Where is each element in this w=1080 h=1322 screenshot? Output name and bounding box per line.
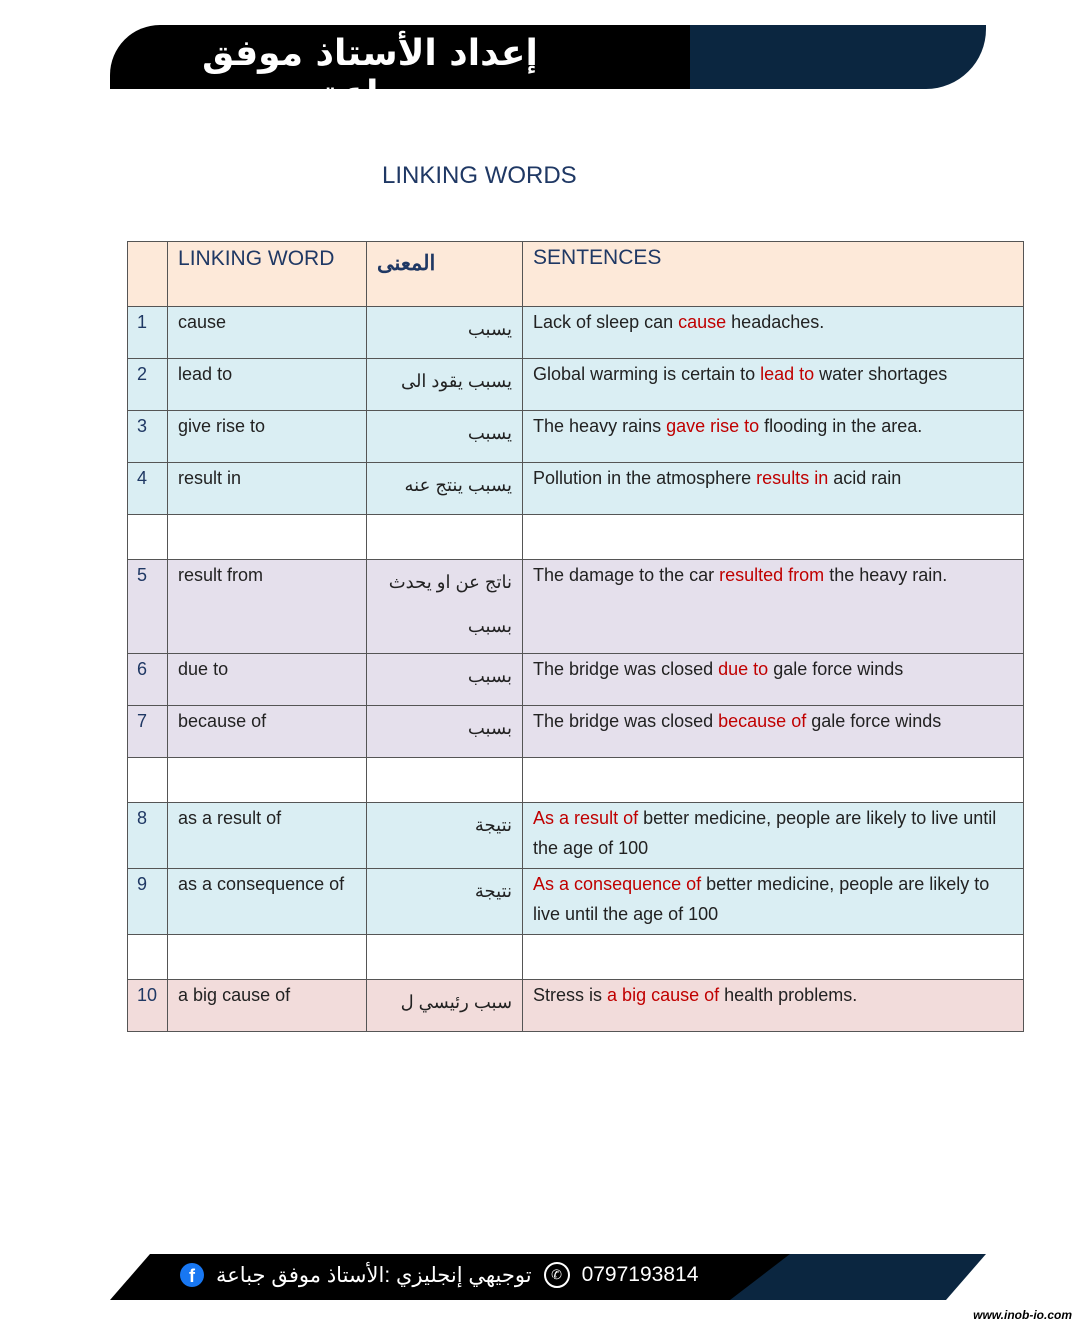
- arabic-meaning: ناتج عن او يحدث بسبب: [367, 560, 523, 654]
- sentence-before: Pollution in the atmosphere: [533, 468, 757, 488]
- sentence-after: headaches.: [726, 312, 825, 332]
- linking-word: lead to: [168, 359, 367, 411]
- sentence: [523, 803, 1024, 869]
- sentence-after: flooding in the area.: [759, 416, 923, 436]
- arabic-meaning: يسبب: [367, 307, 523, 359]
- table-row: [128, 560, 1024, 654]
- sentence-before: Global warming is certain to: [533, 364, 761, 384]
- header-meaning: المعنى: [367, 242, 523, 307]
- empty-cell: [128, 758, 168, 803]
- sentence-after: gale force winds: [768, 659, 904, 679]
- linking-word: result from: [168, 560, 367, 654]
- sentence-before: Lack of sleep can: [533, 312, 679, 332]
- sentence-after: the heavy rain.: [824, 565, 948, 585]
- arabic-meaning: يسبب يقود الى: [367, 359, 523, 411]
- row-number: 8: [128, 803, 168, 869]
- table-row: [128, 803, 1024, 869]
- empty-cell: [523, 515, 1024, 560]
- table-row: [128, 463, 1024, 515]
- empty-row: [128, 515, 1024, 560]
- empty-cell: [168, 758, 367, 803]
- row-number: 5: [128, 560, 168, 654]
- sentence: [523, 869, 1024, 935]
- sentence-after: acid rain: [828, 468, 902, 488]
- sentence-highlight: a big cause of: [607, 985, 720, 1005]
- sentence-highlight: lead to: [760, 364, 815, 384]
- sentence-before: The bridge was closed: [533, 711, 719, 731]
- row-number: 4: [128, 463, 168, 515]
- arabic-meaning: سبب رئيسي ل: [367, 980, 523, 1032]
- sentence-before: The damage to the car: [533, 565, 720, 585]
- document-title: LINKING WORDS: [382, 162, 577, 189]
- sentence-highlight: cause: [678, 312, 727, 332]
- empty-cell: [128, 935, 168, 980]
- facebook-icon: f: [180, 1263, 204, 1287]
- sentence: [523, 411, 1024, 463]
- empty-cell: [128, 515, 168, 560]
- linking-word: as a consequence of: [168, 869, 367, 935]
- linking-words-table: [127, 241, 1024, 1032]
- row-number: 6: [128, 654, 168, 706]
- row-number: 3: [128, 411, 168, 463]
- sentence-after: health problems.: [719, 985, 858, 1005]
- sentence-before: Stress is: [533, 985, 608, 1005]
- empty-cell: [523, 758, 1024, 803]
- sentence: [523, 307, 1024, 359]
- empty-cell: [367, 515, 523, 560]
- empty-cell: [168, 515, 367, 560]
- linking-word: give rise to: [168, 411, 367, 463]
- sentence-highlight: due to: [718, 659, 769, 679]
- linking-word: as a result of: [168, 803, 367, 869]
- linking-word: because of: [168, 706, 367, 758]
- sentence: [523, 463, 1024, 515]
- sentence-highlight: As a result of: [533, 808, 639, 828]
- header-sentences: SENTENCES: [523, 242, 1024, 307]
- header-linking-word: LINKING WORD: [168, 242, 367, 307]
- table-row: [128, 654, 1024, 706]
- sentence-highlight: resulted from: [719, 565, 825, 585]
- arabic-meaning: بسبب: [367, 706, 523, 758]
- empty-cell: [168, 935, 367, 980]
- sentence: [523, 706, 1024, 758]
- sentence-after: water shortages: [814, 364, 948, 384]
- footer-phone: 0797193814: [581, 1263, 699, 1286]
- sentence-before: The bridge was closed: [533, 659, 719, 679]
- footer-banner: [110, 1254, 986, 1300]
- arabic-meaning: يسبب ينتج عنه: [367, 463, 523, 515]
- linking-word: result in: [168, 463, 367, 515]
- table-row: [128, 307, 1024, 359]
- arabic-meaning: نتيجة: [367, 803, 523, 869]
- linking-word: due to: [168, 654, 367, 706]
- arabic-meaning: يسبب: [367, 411, 523, 463]
- header-title: إعداد الأستاذ موفق جباعة: [202, 33, 538, 115]
- row-number: 2: [128, 359, 168, 411]
- row-number: 1: [128, 307, 168, 359]
- table-row: [128, 411, 1024, 463]
- empty-cell: [523, 935, 1024, 980]
- sentence-after: gale force winds: [806, 711, 942, 731]
- linking-word: a big cause of: [168, 980, 367, 1032]
- linking-word: cause: [168, 307, 367, 359]
- sentence-highlight: As a consequence of: [533, 874, 702, 894]
- empty-cell: [367, 758, 523, 803]
- empty-row: [128, 758, 1024, 803]
- table-row: [128, 980, 1024, 1032]
- sentence: [523, 560, 1024, 654]
- table-row: [128, 359, 1024, 411]
- sentence: [523, 980, 1024, 1032]
- website-watermark: www.inob-io.com: [973, 1308, 1072, 1322]
- sentence-after: better medicine, people are likely to live until the age of 100: [533, 874, 990, 924]
- arabic-meaning: نتيجة: [367, 869, 523, 935]
- phone-icon: ✆: [544, 1262, 570, 1288]
- empty-cell: [367, 935, 523, 980]
- row-number: 9: [128, 869, 168, 935]
- sentence-before: The heavy rains: [533, 416, 667, 436]
- arabic-meaning: بسبب: [367, 654, 523, 706]
- sentence: [523, 654, 1024, 706]
- empty-row: [128, 935, 1024, 980]
- sentence: [523, 359, 1024, 411]
- table-header-row: [128, 242, 1024, 307]
- sentence-after: better medicine, people are likely to live until the age of 100: [533, 808, 997, 858]
- sentence-highlight: results in: [756, 468, 829, 488]
- table-row: [128, 706, 1024, 758]
- table-row: [128, 869, 1024, 935]
- header-num: [128, 242, 168, 307]
- sentence-highlight: because of: [718, 711, 807, 731]
- header-banner: [110, 25, 986, 115]
- sentence-highlight: gave rise to: [666, 416, 760, 436]
- row-number: 10: [128, 980, 168, 1032]
- row-number: 7: [128, 706, 168, 758]
- footer-text: توجيهي إنجليزي :الأستاذ موفق جباعة: [216, 1263, 532, 1287]
